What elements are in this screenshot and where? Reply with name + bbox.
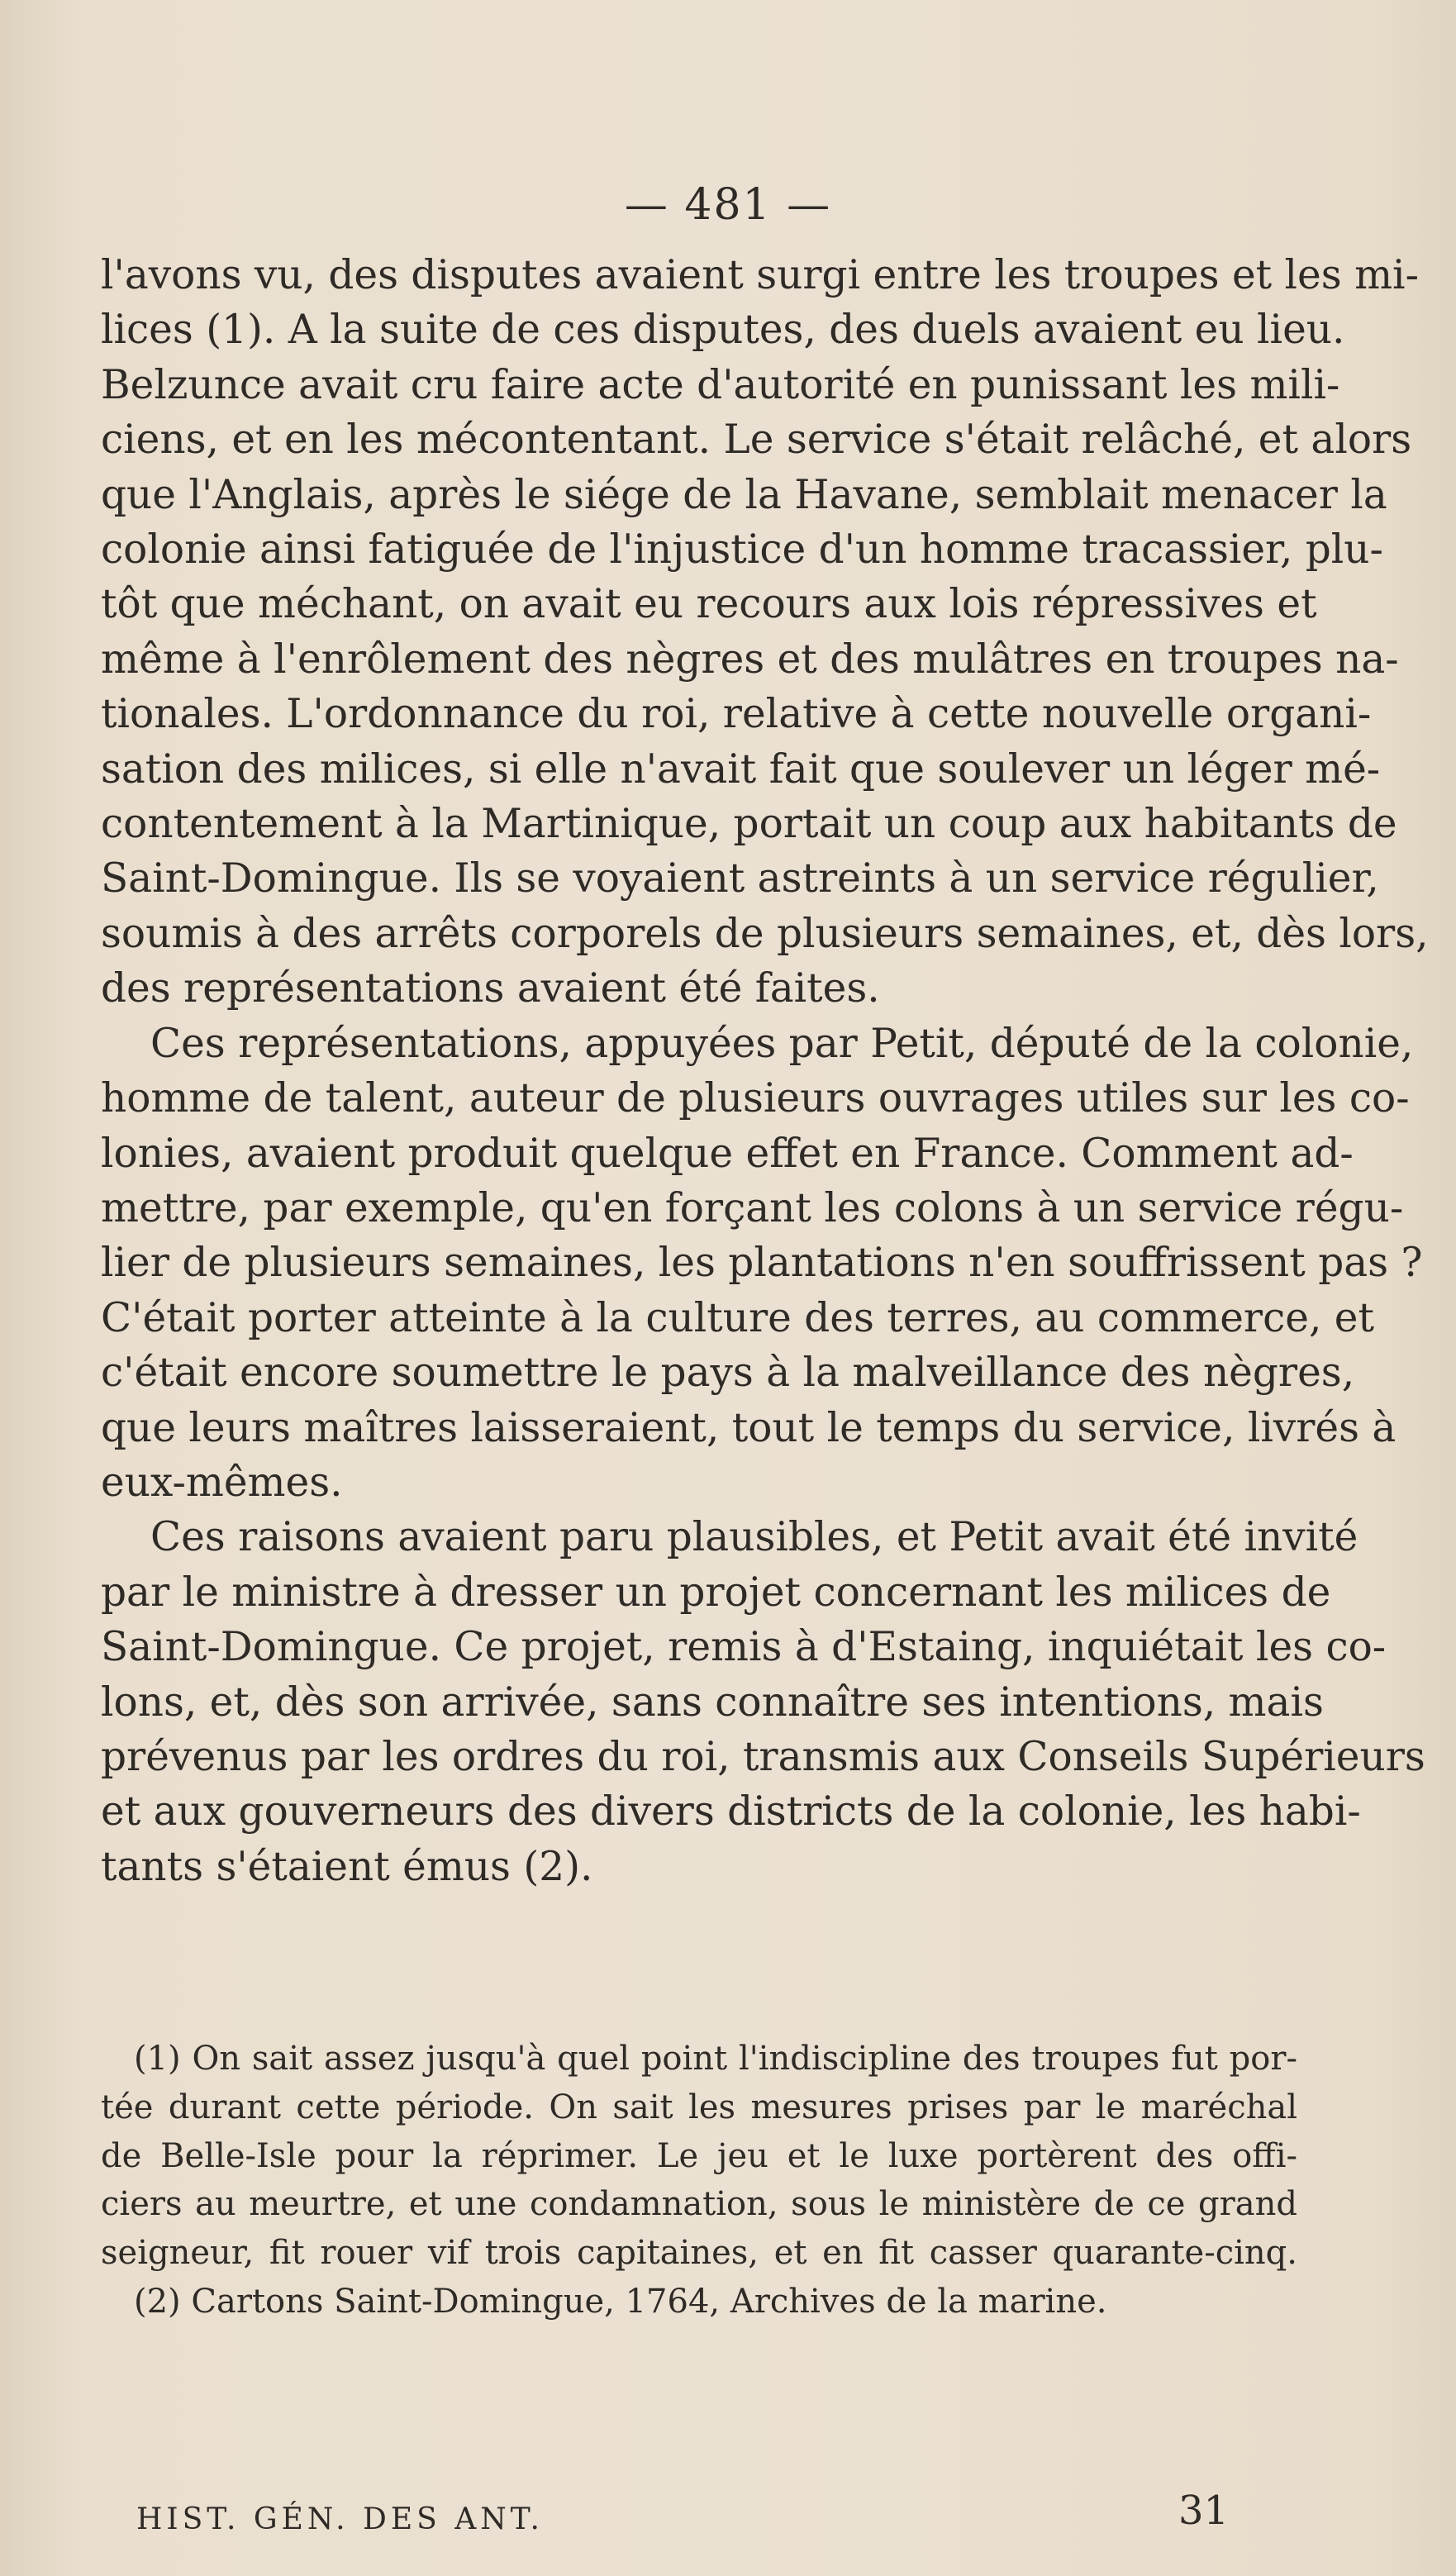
text-line: Saint-Domingue. Ce projet, remis à d'Estaing, inquiétait les co- — [101, 1624, 1387, 1671]
text-line: que l'Anglais, après le siége de la Havane, semblait menacer la — [101, 471, 1387, 518]
text-line: Saint-Domingue. Ils se voyaient astreints à un service régulier, — [101, 855, 1379, 902]
text-line: des représentations avaient été faites. — [101, 965, 880, 1012]
signature-mark: 31 — [1178, 2488, 1230, 2534]
text-line: eux-mêmes. — [101, 1459, 343, 1506]
text-line: soumis à des arrêts corporels de plusieurs semaines, et, dès lors, — [101, 910, 1429, 957]
footnote-line: ciers au meurtre, et une condamnation, sous le ministère de ce grand — [101, 2185, 1297, 2224]
page-number: — 481 — — [624, 180, 832, 230]
text-line: contentement à la Martinique, portait un coup aux habitants de — [101, 801, 1397, 848]
text-line: c'était encore soumettre le pays à la malveillance des nègres, — [101, 1350, 1355, 1397]
text-line: tionales. L'ordonnance du roi, relative à cette nouvelle organi- — [101, 691, 1372, 738]
text-line: sation des milices, si elle n'avait fait que soulever un léger mé- — [101, 745, 1381, 793]
footnote-line: seigneur, fit rouer vif trois capitaines, et en fit casser quarante-cinq. — [101, 2234, 1297, 2273]
text-line: prévenus par les ordres du roi, transmis aux Conseils Supérieurs — [101, 1733, 1425, 1780]
running-foot: HIST. GÉN. DES ANT. — [136, 2502, 544, 2536]
text-line: ciens, et en les mécontentant. Le service s'était relâché, et alors — [101, 417, 1412, 464]
body-text — [101, 248, 1429, 1894]
text-line: même à l'enrôlement des nègres et des mulâtres en troupes na- — [101, 636, 1399, 683]
footnotes — [101, 2035, 1297, 2326]
text-line: lier de plusieurs semaines, les plantations n'en souffrissent pas ? — [101, 1240, 1423, 1287]
text-line: lons, et, dès son arrivée, sans connaître ses intentions, mais — [101, 1678, 1324, 1726]
footnote-line: tée durant cette période. On sait les mesures prises par le maréchal — [101, 2088, 1297, 2126]
text-line: mettre, par exemple, qu'en forçant les colons à un service régu- — [101, 1184, 1404, 1231]
text-line: lices (1). A la suite de ces disputes, des duels avaient eu lieu. — [101, 307, 1345, 354]
footnote-line: (1) On sait assez jusqu'à quel point l'indiscipline des troupes fut por- — [134, 2040, 1297, 2078]
paragraph-start-line: Ces représentations, appuyées par Petit, député de la colonie, — [150, 1020, 1414, 1067]
text-line: C'était porter atteinte à la culture des terres, au commerce, et — [101, 1294, 1374, 1341]
text-line: par le ministre à dresser un projet concernant les milices de — [101, 1569, 1331, 1616]
text-line: homme de talent, auteur de plusieurs ouvrages utiles sur les co- — [101, 1075, 1410, 1122]
footnote-line: de Belle-Isle pour la réprimer. Le jeu et le luxe portèrent des offi- — [101, 2136, 1297, 2175]
text-line: lonies, avaient produit quelque effet en France. Comment ad- — [101, 1130, 1354, 1177]
paragraph-start-line: Ces raisons avaient paru plausibles, et Petit avait été invité — [150, 1514, 1358, 1561]
text-line: tants s'étaient émus (2). — [101, 1843, 593, 1890]
footnote-line: (2) Cartons Saint-Domingue, 1764, Archives de la marine. — [134, 2282, 1107, 2321]
text-line: colonie ainsi fatiguée de l'injustice d'un homme tracassier, plu- — [101, 526, 1383, 574]
text-line: que leurs maîtres laisseraient, tout le temps du service, livrés à — [101, 1404, 1397, 1451]
text-line: Belzunce avait cru faire acte d'autorité en punissant les mili- — [101, 361, 1340, 408]
text-line: et aux gouverneurs des divers districts de la colonie, les habi- — [101, 1788, 1361, 1836]
text-line: tôt que méchant, on avait eu recours aux lois répressives et — [101, 581, 1317, 628]
text-line: l'avons vu, des disputes avaient surgi entre les troupes et les mi- — [101, 252, 1419, 298]
